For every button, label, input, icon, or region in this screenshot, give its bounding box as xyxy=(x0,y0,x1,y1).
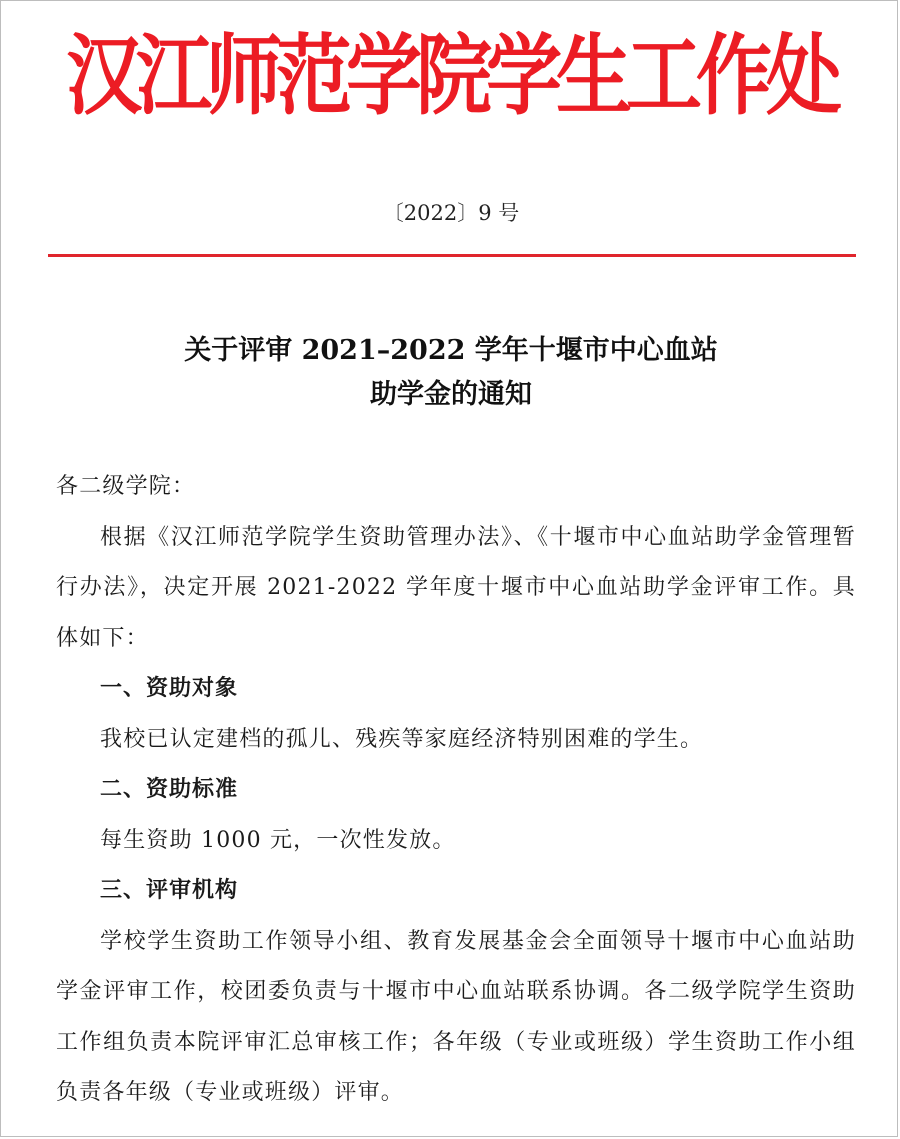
section-content-2: 每生资助 1000 元，一次性发放。 xyxy=(100,827,456,853)
intro-paragraph: 根据《汉江师范学院学生资助管理办法》、《十堰市中心血站助学金管理暂行办法》，决定开展 2021-2022 学年度十堰市中心血站助学金评审工作。具体如下： xyxy=(56,524,856,651)
section-content-1: 我校已认定建档的孤儿、残疾等家庭经济特别困难的学生。 xyxy=(100,726,704,752)
notice-title-line-1: 关于评审 2021–2022 学年十堰市中心血站 xyxy=(184,335,718,366)
notice-title-line-2: 助学金的通知 xyxy=(370,379,532,410)
red-divider-line xyxy=(48,254,856,257)
section-content-3: 学校学生资助工作领导小组、教育发展基金会全面领导十堰市中心血站助学金评审工作，校团委负责与十堰市中心血站联系协调。各二级学院学生资助工作组负责本院评审汇总审核工作；各年级（专业或班级）学生资助工作小组负责各年级（专业或班级）评审。 xyxy=(56,928,856,1105)
issuer-masthead: 汉江师范学院学生工作处 xyxy=(66,24,836,127)
notice-title xyxy=(1,329,900,417)
notice-body xyxy=(56,462,856,1119)
salutation: 各二级学院： xyxy=(56,474,196,499)
document-number: 〔2022〕9 号 xyxy=(382,201,520,225)
section-heading-3: 三、评审机构 xyxy=(100,878,239,903)
section-heading-2: 二、资助标准 xyxy=(100,777,239,802)
section-heading-1: 一、资助对象 xyxy=(100,676,239,701)
